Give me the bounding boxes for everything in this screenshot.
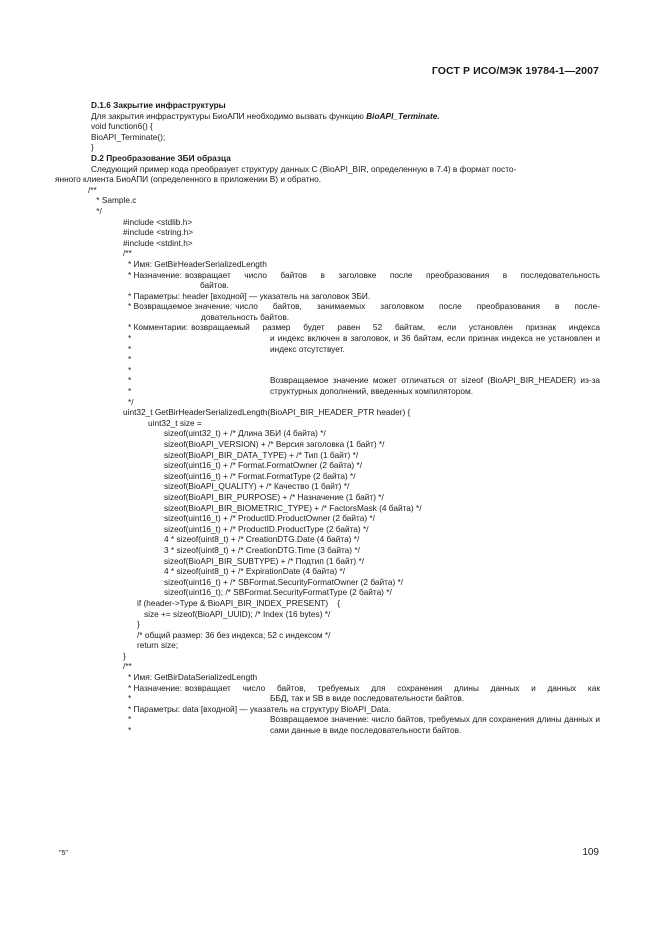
paragraph-d2-line1: Следующий пример кода преобразует структуру данных С (BioAPI_BIR, определенную в 7.4) в формат посто- [91, 163, 517, 174]
doc-comment-purpose-cont: байтов. [200, 280, 229, 291]
paragraph-d2-line2: янного клиента БиоАПИ (определенного в приложении В) и обратно. [55, 174, 322, 185]
doc-comment-purpose: * Назначение: возвращает число байтов, требуемых для сохранения длины данных и данных как [128, 682, 600, 693]
sizeof-line: sizeof(uint16_t); /* SBFormat.SecurityFormatType (2 байта) */ [164, 587, 392, 598]
code-line: size += sizeof(BioAPI_UUID); /* Index (16 bytes) */ [144, 608, 331, 619]
doc-comment-star: * [128, 364, 132, 375]
sizeof-line: 4 * sizeof(uint8_t) + /* ExpirationDate (4 байта) */ [164, 566, 346, 577]
code-line: uint32_t size = [148, 417, 202, 428]
doc-comment-comments-2: * и индекс включен в заголовок, и 36 байтам, если признак индекса не установлен и [128, 333, 600, 344]
code-line: * Sample.c [94, 195, 137, 206]
sizeof-line: sizeof(BioAPI_BIR_SUBTYPE) + /* Подтип (1 байт) */ [164, 555, 365, 566]
include-line: #include <stdint.h> [123, 237, 193, 248]
code-line: if (header->Type & BioAPI_BIR_INDEX_PRESENT) { [137, 597, 341, 608]
doc-comment-return-1: * Возвращаемое значение: число байтов, требуемых для сохранения длины данных и [128, 714, 600, 725]
code-line: /** [88, 184, 97, 195]
doc-comment-params: * Параметры: data [входной] — указатель на структуру BioAPI_Data. [128, 703, 391, 714]
sizeof-line: sizeof(uint16_t) + /* Format.FormatType (2 байта) */ [164, 470, 356, 481]
include-line: #include <stdlib.h> [123, 216, 193, 227]
code-line: } [91, 142, 94, 153]
sizeof-list [55, 428, 600, 598]
sizeof-line: sizeof(BioAPI_BIR_DATA_TYPE) + /* Тип (1 байт) */ [164, 449, 359, 460]
doc-comment-star: * [128, 354, 132, 365]
doc-comment-comments-3: * индекс отсутствует. [128, 343, 345, 354]
footer-mark: "5" [59, 850, 68, 857]
function-signature: uint32_t GetBirHeaderSerializedLength(BioAPI_BIR_HEADER_PTR header) { [123, 407, 411, 418]
code-line: /** [123, 248, 132, 259]
doc-comment-close: */ [128, 396, 134, 407]
include-line: #include <string.h> [123, 227, 194, 238]
code-line: } [123, 650, 126, 661]
doc-comment-params: * Параметры: header [входной] — указатель на заголовок ЗБИ. [128, 290, 371, 301]
doc-comment-name: * Имя: GetBirDataSerializedLength [128, 672, 258, 683]
code-line: } [137, 619, 140, 630]
doc-comment-purpose-cont: * ББД, так и SB в виде последовательности байтов. [128, 693, 465, 704]
doc-comment-purpose: * Назначение: возвращает число байтов в заголовке после преобразования в последовательность [128, 269, 600, 280]
sizeof-line: 4 * sizeof(uint8_t) + /* CreationDTG.Date (4 байта) */ [164, 534, 360, 545]
sizeof-line: sizeof(uint16_t) + /* Format.FormatOwner (2 байта) */ [164, 460, 363, 471]
code-line: /* общий размер: 36 без индекса; 52 с индексом */ [137, 629, 331, 640]
section-heading-d16: D.1.6 Закрытие инфраструктуры [91, 100, 226, 110]
paragraph-d16: Для закрытия инфраструктуры БиоАПИ необходимо вызвать функцию BioAPI_Terminate. [91, 110, 440, 121]
sizeof-line: sizeof(uint16_t) + /* SBFormat.SecurityFormatOwner (2 байта) */ [164, 576, 404, 587]
section-heading-d2: D.2 Преобразование ЗБИ образца [91, 152, 231, 163]
sizeof-line: sizeof(uint16_t) + /* ProductID.ProductType (2 байта) */ [164, 523, 369, 534]
doc-comment-note-1: * Возвращаемое значение может отличаться от sizeof (BioAPI_BIR_HEADER) из-за [128, 375, 600, 386]
sizeof-line: sizeof(uint16_t) + /* ProductID.ProductOwner (2 байта) */ [164, 513, 375, 524]
code-line: /** [123, 661, 132, 672]
doc-comment-name: * Имя: GetBirHeaderSerializedLength [128, 258, 267, 269]
doc-comment-comments: * Комментарии: возвращаемый размер будет равен 52 байтам, если установлен признак индекса [128, 322, 600, 333]
doc-comment-return: * Возвращаемое значение: число байтов, занимаемых заголовком после преобразования в после- [128, 301, 600, 312]
doc-comment-note-2: * структурных дополнений, введенных компилятором. [128, 386, 474, 397]
sizeof-line: sizeof(BioAPI_BIR_PURPOSE) + /* Назначение (1 байт) */ [164, 491, 384, 502]
code-line: */ [94, 205, 102, 216]
doc-comment-return-2: * сами данные в виде последовательности байтов. [128, 725, 462, 736]
page-body [55, 100, 600, 736]
sizeof-line: sizeof(BioAPI_QUALITY) + /* Качество (1 байт) */ [164, 481, 350, 492]
sizeof-line: 3 * sizeof(uint8_t) + /* CreationDTG.Time (3 байта) */ [164, 544, 360, 555]
sizeof-line: sizeof(uint32_t) + /* Длина ЗБИ (4 байта) */ [164, 428, 326, 439]
code-line: BioAPI_Terminate(); [91, 131, 166, 142]
code-line: return size; [137, 640, 179, 651]
document-header: ГОСТ Р ИСО/МЭК 19784-1—2007 [431, 65, 599, 77]
page-number: 109 [582, 847, 599, 858]
code-line: void function6() { [91, 121, 153, 132]
sizeof-line: sizeof(BioAPI_VERSION) + /* Версия заголовка (1 байт) */ [164, 439, 385, 449]
doc-comment-return-cont: довательность байтов. [201, 311, 290, 322]
sizeof-line: sizeof(BioAPI_BIR_BIOMETRIC_TYPE) + /* FactorsMask (4 байта) */ [164, 502, 422, 513]
